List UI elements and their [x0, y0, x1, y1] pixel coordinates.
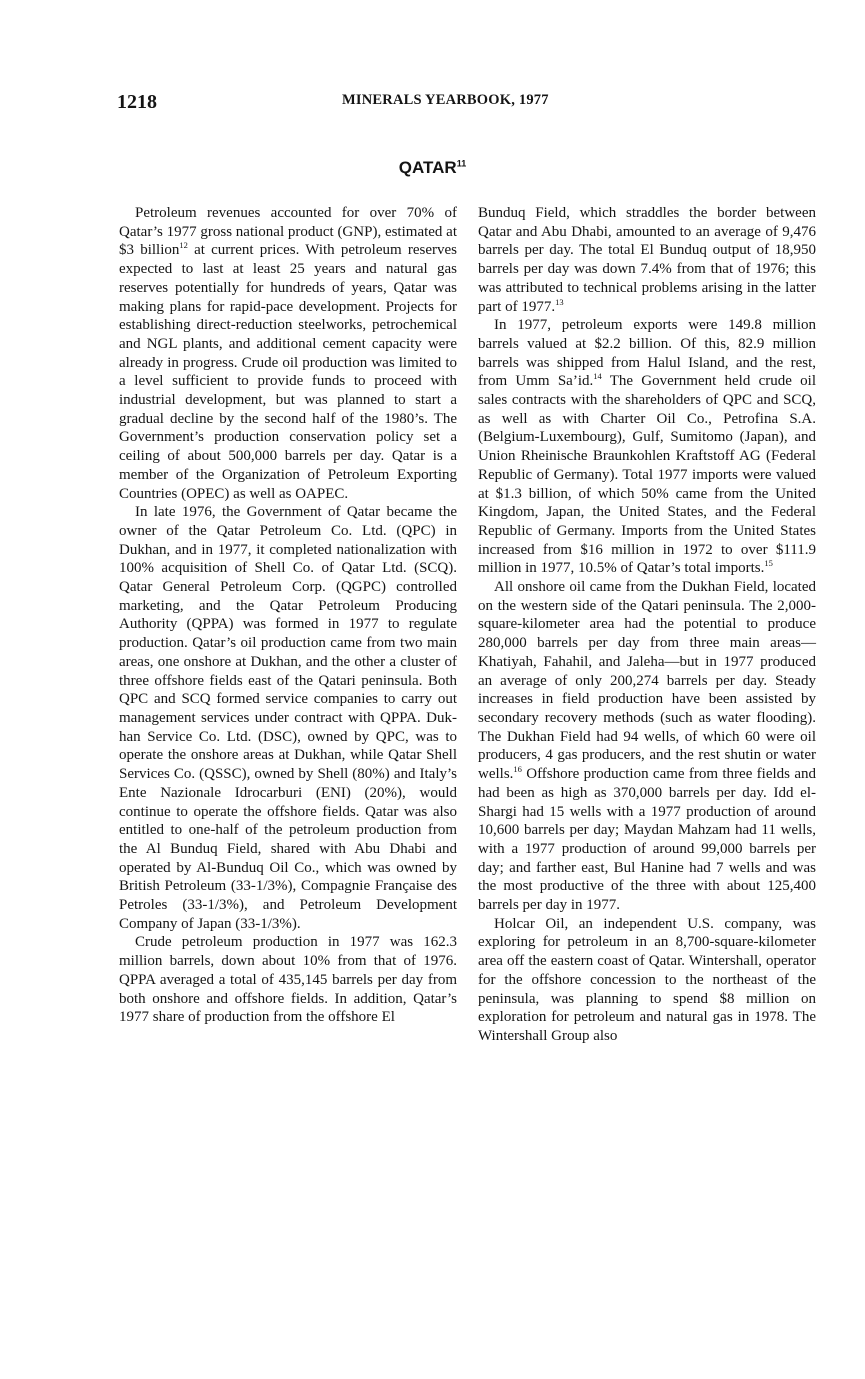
paragraph — [119, 204, 457, 503]
paragraph-text: Petroleum revenues accounted for over 70% of Qatar’s 1977 gross national product (GNP), estimated at $3 billion — [119, 205, 457, 259]
paragraph — [478, 578, 816, 915]
paragraph-continued — [478, 204, 816, 316]
page-number: 1218 — [117, 91, 157, 113]
paragraph-text: at current prices. With petroleum reserves expected to last at least 25 years and natural gas reserves potentially for hundreds of years, Qatar was making plans for rapid-pace development. Projects for establishing direct-reduction steelworks, petrochemical and NGL plants, and additional cement capacity were already in progress. Crude oil production was limited to a level sufficient to provide funds to proceed with industrial development, but was planned to start a gradual decline by the second half of the 1980’s. The Government’s production conservation policy set a ceiling of about 500,000 barrels per day. Qatar is a member of the Organization of Petroleum Exporting Countries (OPEC) as well as OAPEC. — [119, 242, 458, 502]
paragraph-text: Offshore production came from three fields and had been as high as 370,000 barrels per day. Idd el-Shargi had 15 wells with a 1977 production of around 10,600 barrels per day; Maydan Mahzam had 11 wells, with a 1977 production of around 99,000 barrels per day; and farther east, Bul Hanine had 7 wells and was the most productive of the three with about 125,400 barrels per day in 1977. — [478, 766, 816, 914]
section-title-text: QATAR — [398, 158, 457, 177]
running-head: MINERALS YEARBOOK, 1977 — [342, 92, 549, 108]
paragraph-text: In 1977, petroleum exports were 149.8 million barrels valued at $2.2 billion. Of this, 82.9 million barrels was shipped from Halul Island, and the rest, from Umm Sa’id. — [478, 317, 816, 390]
footnote-marker: 15 — [764, 558, 773, 569]
paragraph: Crude petroleum production in 1977 was 162.3 million barrels, down about 10% from that of 1976. QPPA averaged a total of 435,145 barrels per day from both onshore and offshore fields. In addition, Qatar’s 1977 share of production from the offshore El — [119, 934, 457, 1026]
section-title — [0, 158, 865, 178]
paragraph-text: The Government held crude oil sales contracts with the shareholders of QPC and SCQ, as well as with Charter Oil Co., Petrofina S.A. (Belgium-Luxembourg), Gulf, Sumitomo (Japan), and Union Rheinische Braunkohlen Kraftstoff AG (Federal Republic of Germany). Total 1977 imports were valued at $1.3 billion, of which 50% came from the United Kingdom, Japan, the United States, and the Federal Republic of Germany. Imports from the United States increased from $16 million in 1972 to over $111.9 million in 1977, 10.5% of Qatar’s total imports. — [478, 373, 816, 577]
paragraph: In late 1976, the Government of Qatar became the owner of the Qatar Petroleum Co. Ltd. (QPC) in Dukhan, and in 1977, it completed nationalization with 100% acquisition of Shell Co. of Qatar Ltd. (SCQ). Qatar General Petroleum Corp. (QGPC) controlled marketing, and the Qatar Petroleum Producing Authority (QPPA) was formed in 1977 to regulate production. Qatar’s oil production came from two main areas, one onshore at Dukhan, and the other a cluster of three offshore fields east of the Qatari peninsula. Both QPC and SCQ formed service companies to carry out management services under contract with QPPA. Dukhan Service Co. Ltd. (DSC), owned by QPC, was to operate the onshore areas at Dukhan, while Qatar Shell Services Co. (QSSC), owned by Shell (80%) and Italy’s Ente Nazionale Idrocarburi (ENI) (20%), would continue to operate the offshore fields. Qatar was also entitled to one-half of the petroleum production from the Al Bunduq Field, shared with Abu Dhabi and operated by Al-Bunduq Oil Co., which was owned by British Petroleum (33-1/3%), Compagnie Française des Petroles (33-1/3%), and Petroleum Development Company of Japan (33-1/3%). — [119, 504, 457, 932]
title-footnote-marker: 11 — [456, 158, 467, 169]
right-column — [478, 204, 816, 1046]
paragraph: Holcar Oil, an independent U.S. company, was exploring for petroleum in an 8,700-square-kilometer area off the eastern coast of Qatar. Wintershall, operator for the offshore concession to the northeast of the peninsula, was planning to spend $8 million on exploration for petroleum and natural gas in 1978. The Wintershall Group also — [478, 915, 816, 1044]
footnote-marker: 14 — [593, 371, 602, 382]
footnote-marker: 12 — [179, 240, 188, 251]
paragraph — [478, 316, 816, 578]
footnote-marker: 16 — [513, 764, 522, 775]
footnote-marker: 13 — [555, 296, 564, 307]
paragraph-text: All onshore oil came from the Dukhan Field, located on the western side of the Qatari peninsula. The 2,000-square-kilometer area had the potential to produce 280,000 barrels per day from three main areas—Khatiyah, Fahahil, and Jaleha—but in 1977 produced an average of only 200,274 barrels per day. Steady increases in field production have been assisted by secondary recovery methods (such as water flooding). The Dukhan Field had 94 wells, of which 60 were oil producers, 4 gas producers, and the rest shutin or water wells. — [478, 579, 816, 783]
left-column — [119, 204, 457, 1027]
paragraph-text: Bunduq Field, which straddles the border between Qatar and Abu Dhabi, amounted to an average of 9,476 barrels per day. The total El Bunduq output of 18,950 barrels per day was down 7.4% from that of 1976; this was attributed to technical problems arising in the latter part of 1977. — [478, 205, 816, 315]
